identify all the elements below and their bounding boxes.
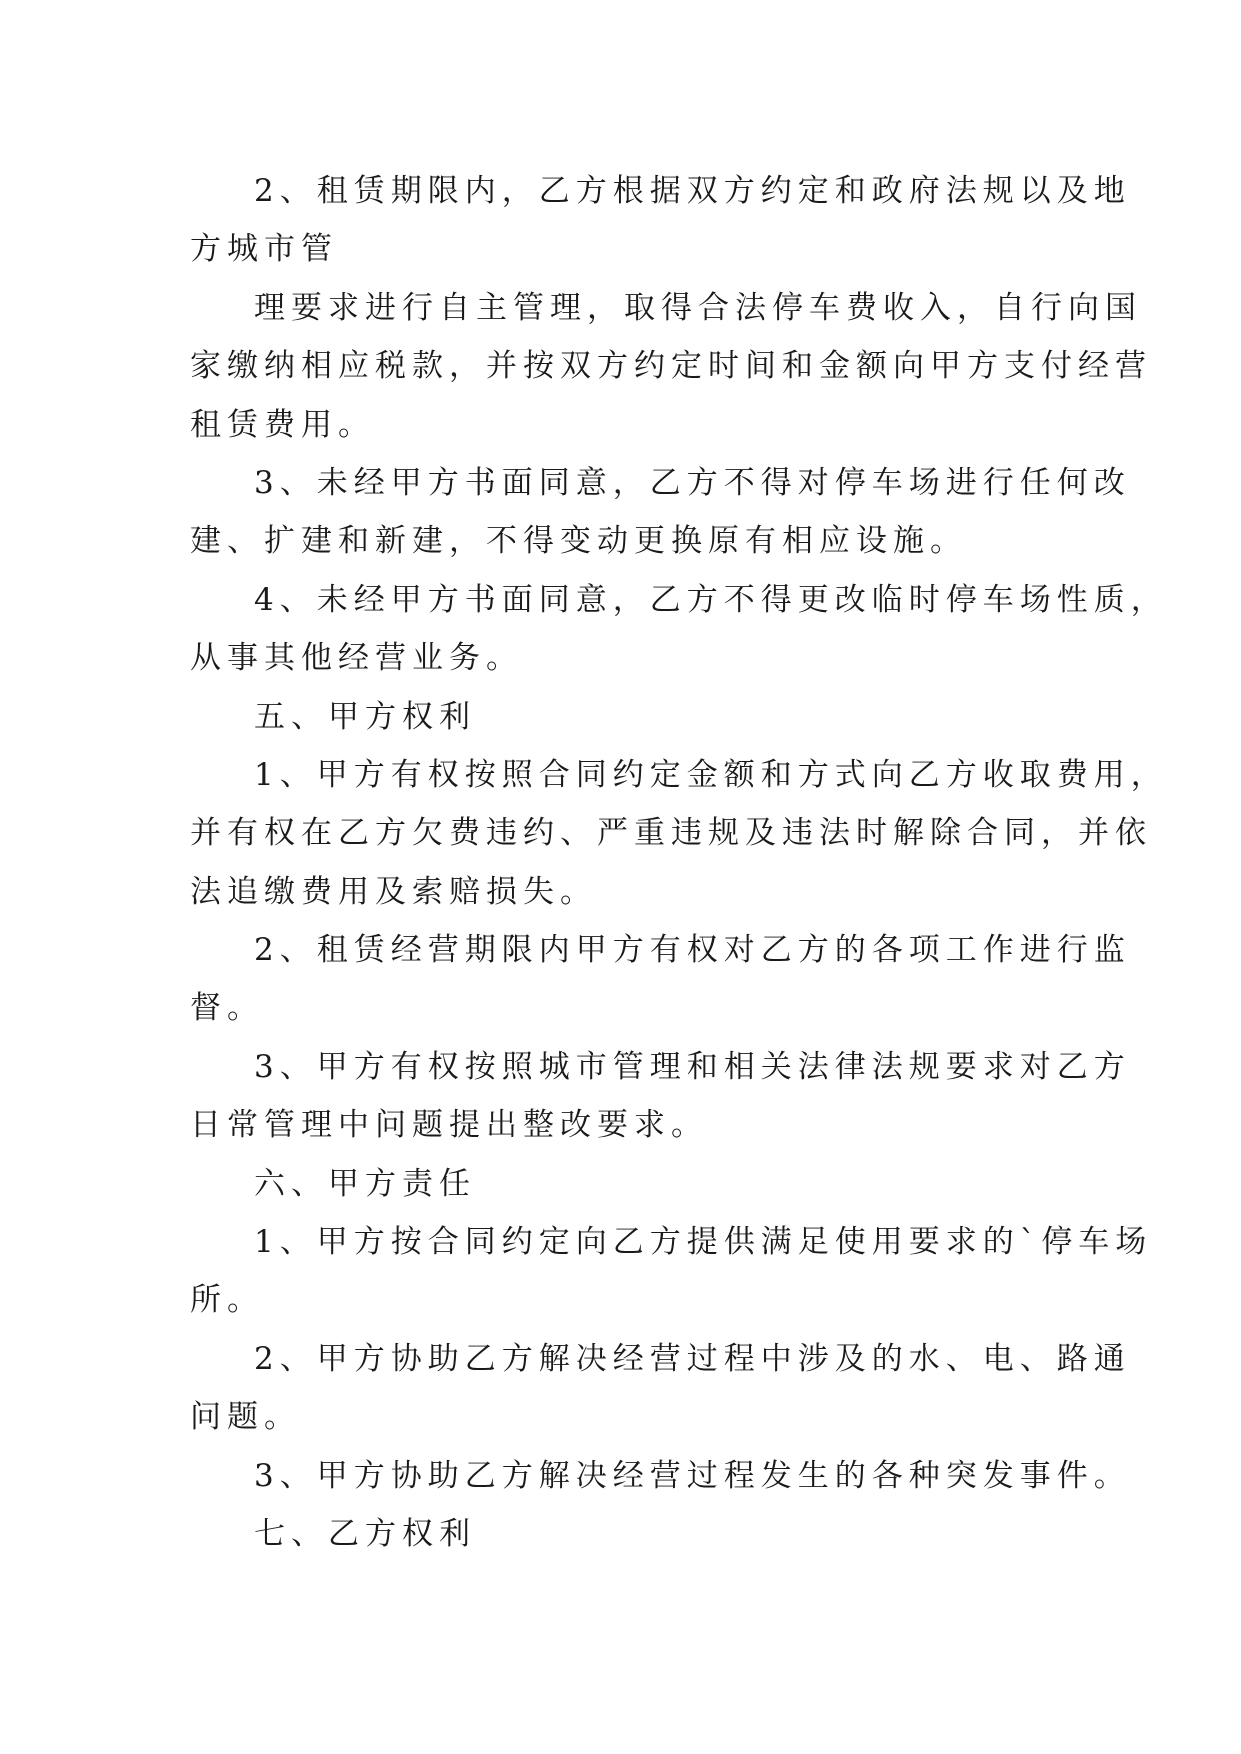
body-text-line: 1、甲方按合同约定向乙方提供满足使用要求的`停车场	[254, 1224, 1153, 1261]
body-text-line: 方城市管	[190, 231, 338, 268]
body-text-line: 督。	[190, 990, 264, 1027]
document-page	[190, 162, 1168, 1563]
section-heading: 六、甲方责任	[254, 1165, 476, 1202]
section-heading: 七、乙方权利	[254, 1515, 476, 1552]
body-text-line: 家缴纳相应税款，并按双方约定时间和金额向甲方支付经营	[190, 348, 1152, 385]
body-text-line: 1、甲方有权按照合同约定金额和方式向乙方收取费用，	[254, 756, 1168, 793]
body-text-line: 问题。	[190, 1399, 301, 1436]
body-text-line: 日常管理中问题提出整改要求。	[190, 1107, 708, 1144]
body-text-line: 2、甲方协助乙方解决经营过程中涉及的水、电、路通	[254, 1340, 1131, 1377]
body-text-line: 并有权在乙方欠费违约、严重违规及违法时解除合同，并依	[190, 815, 1152, 852]
body-text-line: 3、甲方有权按照城市管理和相关法律法规要求对乙方	[254, 1048, 1131, 1085]
body-text-line: 3、甲方协助乙方解决经营过程发生的各种突发事件。	[254, 1457, 1131, 1494]
body-text-line: 从事其他经营业务。	[190, 640, 523, 677]
body-text-line: 3、未经甲方书面同意，乙方不得对停车场进行任何改	[254, 464, 1131, 501]
body-text-line: 理要求进行自主管理，取得合法停车费收入，自行向国	[254, 289, 1142, 326]
body-text-line: 4、未经甲方书面同意，乙方不得更改临时停车场性质，	[254, 581, 1168, 618]
body-text-line: 2、租赁经营期限内甲方有权对乙方的各项工作进行监	[254, 932, 1131, 969]
body-text-line: 租赁费用。	[190, 406, 375, 443]
body-text-line: 2、租赁期限内，乙方根据双方约定和政府法规以及地	[254, 173, 1131, 209]
body-text-line: 建、扩建和新建，不得变动更换原有相应设施。	[190, 523, 967, 560]
body-text-line: 所。	[190, 1282, 264, 1319]
body-text-line: 法追缴费用及索赔损失。	[190, 873, 597, 910]
section-heading: 五、甲方权利	[254, 698, 476, 735]
